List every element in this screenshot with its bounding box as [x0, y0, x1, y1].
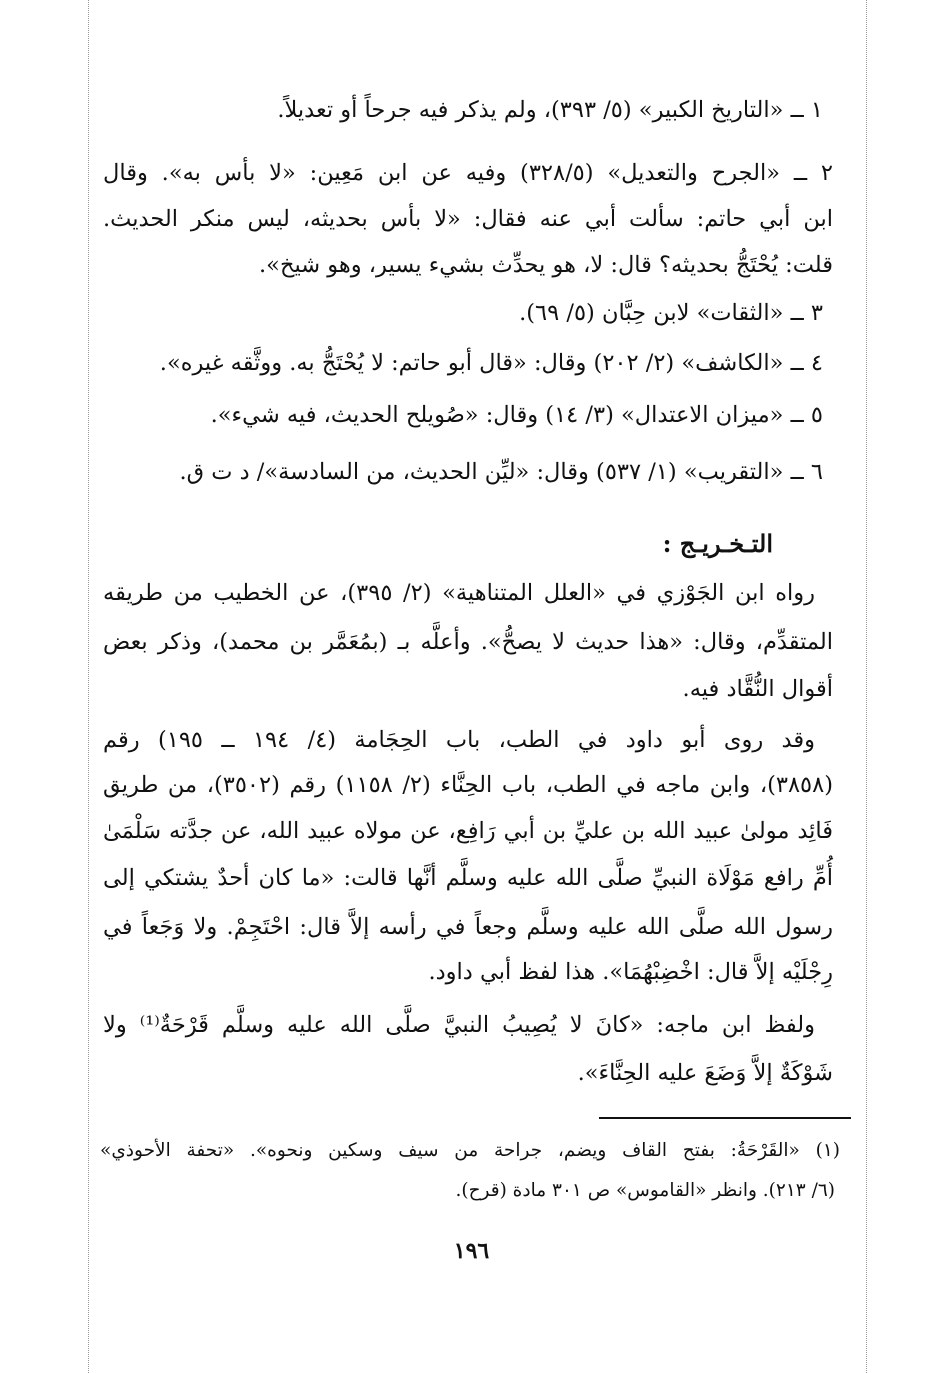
ref-line-1: ١ ــ «التاريخ الكبير» (٥/ ٣٩٣)، ولم يذكر فيه جرحاً أو تعديلاً.	[277, 97, 823, 123]
body-line-11: شَوْكَةٌ إلاَّ وَضَعَ عليه الحِنَّاءَ».	[577, 1060, 833, 1086]
left-margin-guide	[88, 0, 89, 1373]
ref-line-3: ابن أبي حاتم: سألت أبي عنه فقال: «لا بأس بحديثه، ليس منكر الحديث.	[103, 206, 833, 232]
body-line-9: رِجْلَيْه إلاَّ قال: اخْضِبْهُمَا». هذا لفظ أبي داود.	[428, 959, 833, 985]
footnote-line-1: (١) «القَرْحَةُ: بفتح القاف ويضم، جراحة من سيف وسكين ونحوه». «تحفة الأحوذي»	[100, 1140, 840, 1161]
ref-line-4: قلت: يُحْتَجُّ بحديثه؟ قال: لا، هو يحدِّث بشيء يسير، وهو شيخ».	[259, 252, 833, 278]
body-line-7: أُمِّ رافع مَوْلَاة النبيِّ صلَّى الله عليه وسلَّم أنَّها قالت: «ما كان أحدٌ يشتكي إلى	[103, 865, 833, 891]
body-line-6: فَائِد مولىٰ عبيد الله بن عليِّ بن أبي رَافِع، عن مولاه عبيد الله، عن جدَّته سَلْمَىٰ	[103, 818, 833, 844]
ref-line-6: ٤ ــ «الكاشف» (٢/ ٢٠٢) وقال: «قال أبو حاتم: لا يُحْتَجُّ به. ووثَّقه غيره».	[159, 350, 823, 376]
ref-line-2: ٢ ــ «الجرح والتعديل» (٣٢٨/٥) وفيه عن ابن مَعِين: «لا بأس به». وقال	[103, 160, 833, 186]
right-margin-guide	[866, 0, 867, 1373]
body-line-3: أقوال النُّقَّاد فيه.	[682, 676, 833, 702]
body-line-8: رسول الله صلَّى الله عليه وسلَّم وجعاً في رأسه إلاَّ قال: احْتَجِمْ. ولا وَجَعاً في	[103, 914, 833, 940]
footnote-separator	[599, 1117, 851, 1119]
body-line-10: ولفظ ابن ماجه: «كانَ لا يُصِيبُ النبيَّ صلَّى الله عليه وسلَّم قَرْحَةٌ⁽¹⁾ ولا	[103, 1012, 815, 1038]
body-line-4: وقد روى أبو داود في الطب، باب الحِجَامة (٤/ ١٩٤ ــ ١٩٥) رقم	[103, 727, 815, 753]
body-line-5: (٣٨٥٨)، وابن ماجه في الطب، باب الحِنَّاء (٢/ ١١٥٨) رقم (٣٥٠٢)، من طريق	[103, 772, 834, 798]
body-line-2: المتقدِّم، وقال: «هذا حديث لا يصحُّ». وأعلَّه بـ (بمُعَمَّر بن محمد)، وذكر بعض	[103, 629, 833, 655]
ref-line-8: ٦ ــ «التقريب» (١/ ٥٣٧) وقال: «ليِّن الحديث، من السادسة»/ د ت ق.	[179, 459, 823, 485]
footnote-line-2: (٦/ ٢١٣). وانظر «القاموس» ص ٣٠١ مادة (قرح).	[455, 1180, 835, 1201]
section-heading: التـخـريـج :	[662, 529, 773, 558]
ref-line-5: ٣ ــ «الثقات» لابن حِبَّان (٥/ ٦٩).	[519, 300, 823, 326]
body-line-1: رواه ابن الجَوْزي في «العلل المتناهية» (٢/ ٣٩٥)، عن الخطيب من طريقه	[103, 580, 815, 606]
page-number: ١٩٦	[453, 1238, 490, 1264]
ref-line-7: ٥ ــ «ميزان الاعتدال» (٣/ ١٤) وقال: «صُويلح الحديث، فيه شيء».	[210, 402, 823, 428]
